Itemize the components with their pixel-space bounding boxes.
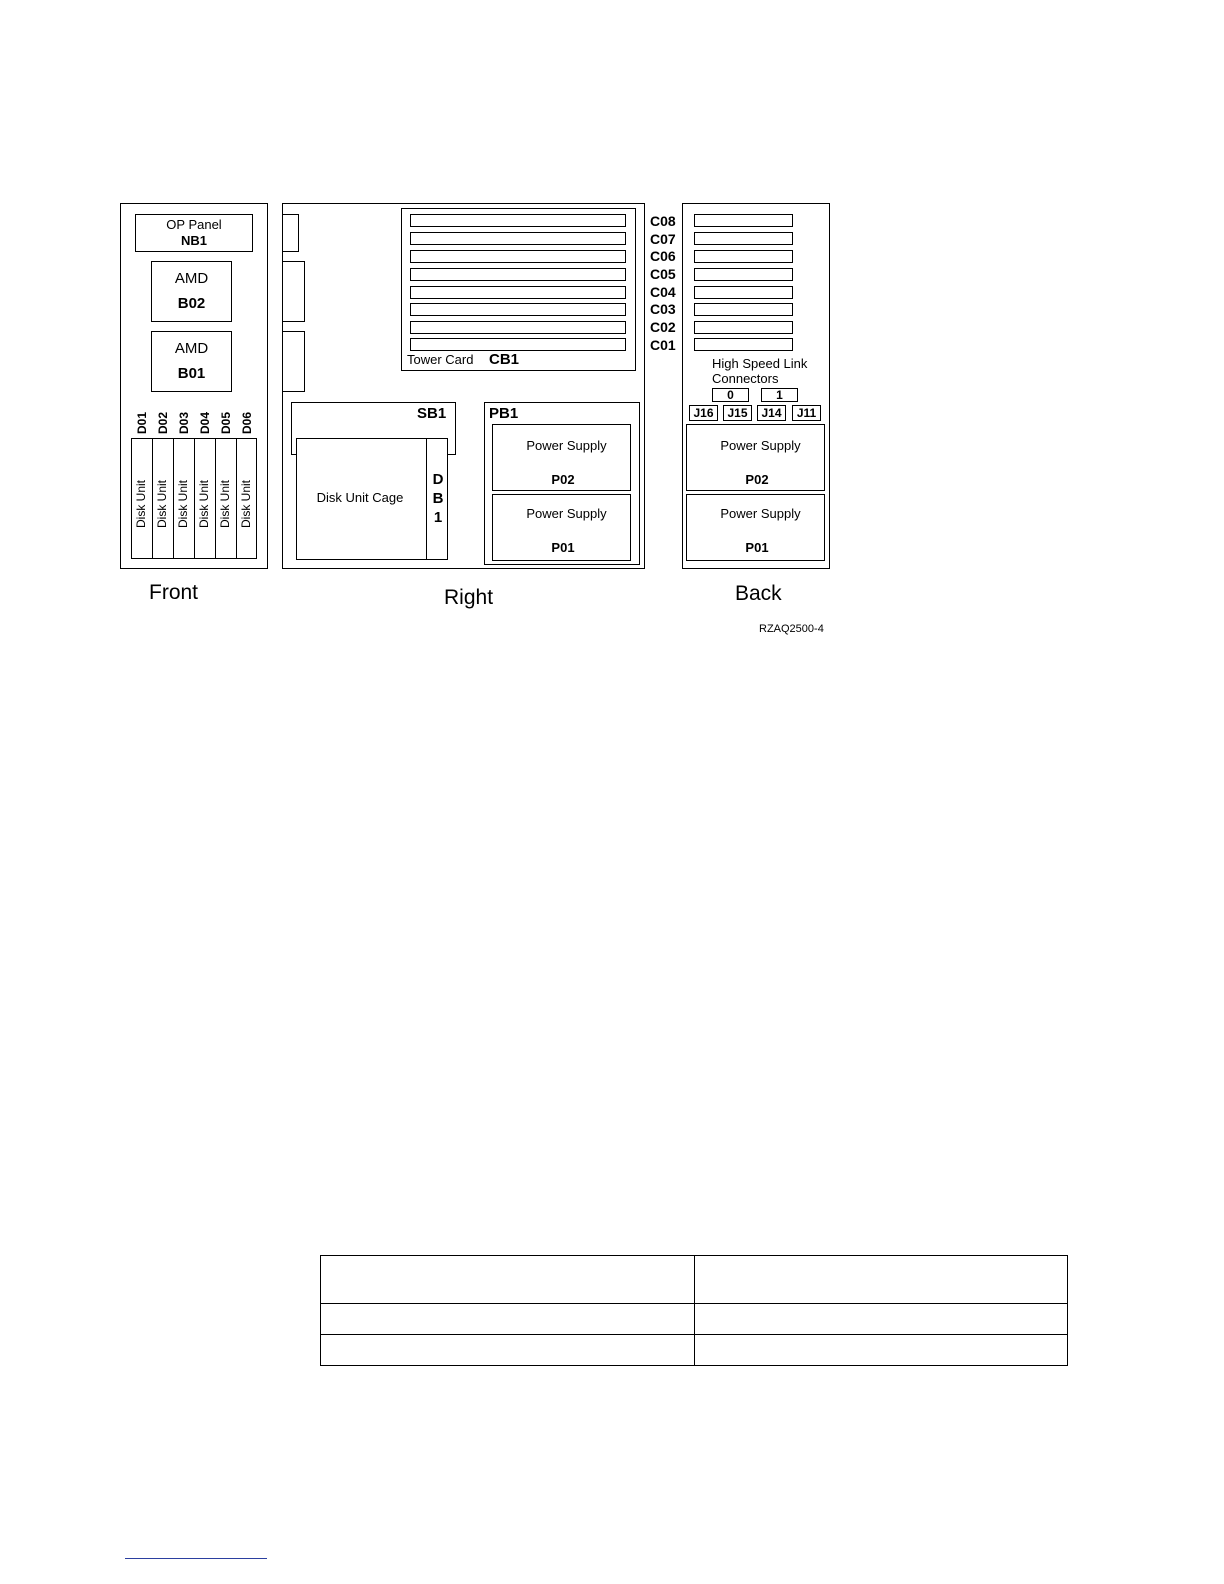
back-card-slot xyxy=(694,286,793,299)
jack-j11 xyxy=(792,405,821,421)
back-card-slot xyxy=(694,321,793,334)
card-slot-id: C03 xyxy=(650,301,676,317)
db1-letter: 1 xyxy=(433,509,443,526)
disk-unit-label: Disk Unit xyxy=(155,479,169,528)
table-header-row xyxy=(321,1256,1068,1304)
disk-unit-cage-label: Disk Unit Cage xyxy=(316,490,404,505)
db1-letter: D xyxy=(432,471,444,488)
power-supply-id: P01 xyxy=(551,540,575,555)
back-card-slot xyxy=(694,303,793,316)
tower-card-title: Tower Card xyxy=(407,352,474,367)
disk-unit-label: Disk Unit xyxy=(197,479,211,528)
footnote-rule xyxy=(125,1558,267,1559)
empty-table xyxy=(320,1255,1068,1366)
tower-card-slot xyxy=(410,250,626,263)
power-supply-title: Power Supply xyxy=(526,438,607,453)
card-slot-id: C04 xyxy=(650,284,676,300)
tower-card-slot xyxy=(410,214,626,227)
card-slot-id: C08 xyxy=(650,213,676,229)
power-supply-title: Power Supply xyxy=(526,506,607,521)
hsl-label-line2: Connectors xyxy=(712,371,779,386)
hsl-port-0 xyxy=(712,388,749,402)
table-cell xyxy=(694,1335,1068,1366)
card-slot-id: C06 xyxy=(650,248,676,264)
tower-card-slot xyxy=(410,338,626,351)
back-card-slot xyxy=(694,338,793,351)
hsl-port-1-label: 1 xyxy=(776,388,783,402)
card-slot-id: C02 xyxy=(650,319,676,335)
power-supply-id: P01 xyxy=(745,540,769,555)
sb1-label: SB1 xyxy=(417,405,447,422)
tower-card-id: CB1 xyxy=(489,351,520,368)
edge-tab xyxy=(282,331,305,392)
power-supply-title: Power Supply xyxy=(720,438,801,453)
figure-id: RZAQ2500-4 xyxy=(759,623,824,635)
amd-b01-title: AMD xyxy=(174,340,209,357)
tower-card-slot xyxy=(410,321,626,334)
disk-unit-label: Disk Unit xyxy=(218,479,232,528)
hsl-port-1 xyxy=(761,388,798,402)
table-cell xyxy=(694,1256,1068,1304)
jack-j14 xyxy=(757,405,786,421)
table-cell xyxy=(694,1304,1068,1335)
amd-b02-id: B02 xyxy=(177,295,206,312)
card-slot-id: C01 xyxy=(650,337,676,353)
disk-unit-label: Disk Unit xyxy=(176,479,190,528)
disk-slot-id: D01 xyxy=(135,411,149,434)
disk-slot-id: D03 xyxy=(177,411,191,434)
hsl-label-line1: High Speed Link xyxy=(712,356,808,371)
jack-label: J14 xyxy=(761,406,782,420)
amd-b01-id: B01 xyxy=(177,365,206,382)
disk-unit-label: Disk Unit xyxy=(134,479,148,528)
op-panel-id: NB1 xyxy=(180,233,207,248)
jack-label: J11 xyxy=(796,406,817,420)
tower-card-slot xyxy=(410,268,626,281)
jack-label: J16 xyxy=(693,406,714,420)
jack-j16 xyxy=(689,405,718,421)
pb1-label: PB1 xyxy=(489,405,519,422)
table-cell xyxy=(321,1304,695,1335)
tower-card-slot xyxy=(410,286,626,299)
table-cell xyxy=(321,1335,695,1366)
db1-letter: B xyxy=(432,490,444,507)
jack-label: J15 xyxy=(727,406,748,420)
disk-slot-id: D06 xyxy=(240,411,254,434)
tower-card-slot xyxy=(410,303,626,316)
tower-card-slot xyxy=(410,232,626,245)
back-card-slot xyxy=(694,214,793,227)
card-slot-id: C05 xyxy=(650,266,676,282)
table-row xyxy=(321,1335,1068,1366)
edge-tab xyxy=(282,261,305,322)
amd-b02-title: AMD xyxy=(174,270,209,287)
power-supply-title: Power Supply xyxy=(720,506,801,521)
back-view-label: Back xyxy=(735,582,782,605)
op-panel-title: OP Panel xyxy=(166,217,222,232)
disk-slot-id: D04 xyxy=(198,411,212,434)
jack-j15 xyxy=(723,405,752,421)
back-card-slot xyxy=(694,268,793,281)
disk-slot-id: D02 xyxy=(156,411,170,434)
power-supply-id: P02 xyxy=(745,472,769,487)
card-slot-id: C07 xyxy=(650,231,676,247)
hsl-port-0-label: 0 xyxy=(727,388,734,402)
table-cell xyxy=(321,1256,695,1304)
table-row xyxy=(321,1304,1068,1335)
back-card-slot xyxy=(694,250,793,263)
back-card-slot xyxy=(694,232,793,245)
right-view-label: Right xyxy=(444,586,494,609)
front-view-label: Front xyxy=(149,581,199,604)
edge-tab xyxy=(282,214,299,252)
disk-slot-id: D05 xyxy=(219,411,233,434)
power-supply-id: P02 xyxy=(551,472,575,487)
disk-unit-label: Disk Unit xyxy=(239,479,253,528)
